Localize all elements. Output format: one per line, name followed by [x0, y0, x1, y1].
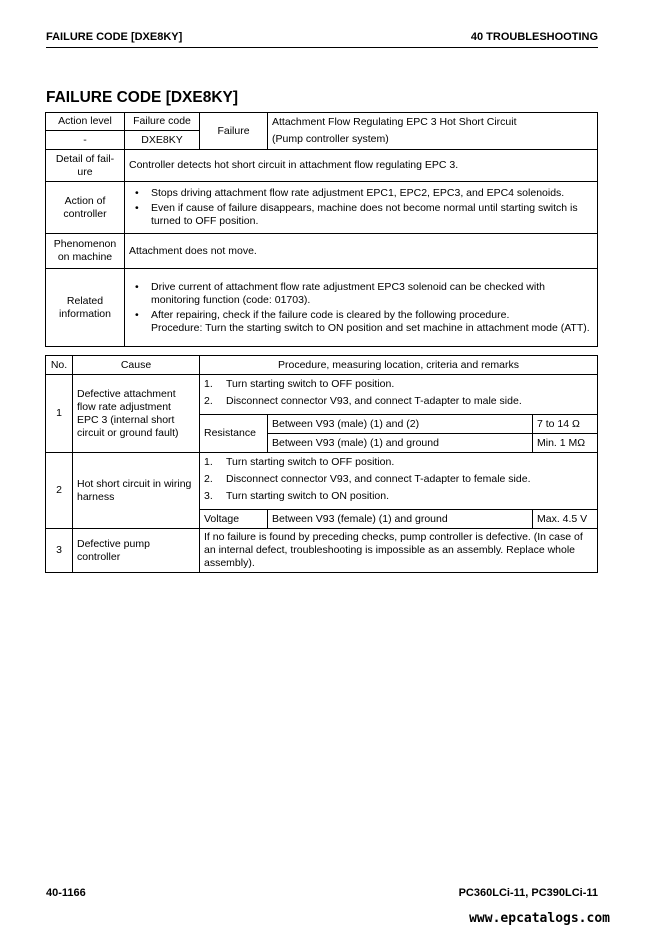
- cause-no: 1: [46, 375, 73, 453]
- page-title: FAILURE CODE [DXE8KY]: [46, 89, 239, 106]
- cause-text: Hot short circuit in wiring harness: [73, 453, 200, 529]
- col-no-header: No.: [46, 356, 73, 375]
- related-label: Related information: [46, 269, 125, 347]
- procedure-steps: [200, 375, 598, 415]
- procedure-step: 2. Disconnect connector V93, and connect T-adapter to female side.: [204, 473, 531, 485]
- check-value: 7 to 14 Ω: [533, 415, 598, 434]
- cause-no: 2: [46, 453, 73, 529]
- action-item: • Stops driving attachment flow rate adjustment EPC1, EPC2, EPC3, and EPC4 solenoids.: [129, 187, 593, 200]
- procedure-remark: If no failure is found by preceding checks, pump controller is defective. (In case of an internal defect, troubleshooting is impossible as an assembly. Replace whole assembly).: [200, 529, 598, 573]
- detail-text: Controller detects hot short circuit in attachment flow regulating EPC 3.: [125, 150, 598, 182]
- check-location: Between V93 (male) (1) and ground: [268, 434, 533, 453]
- related-cell: [125, 269, 598, 347]
- failure-code-value: DXE8KY: [125, 131, 200, 150]
- failure-title: Attachment Flow Regulating EPC 3 Hot Short Circuit: [272, 116, 517, 128]
- page-header: [46, 29, 598, 48]
- procedure-step: 2. Disconnect connector V93, and connect T-adapter to male side.: [204, 395, 522, 407]
- failure-system: (Pump controller system): [272, 133, 389, 145]
- action-label: Action of controller: [46, 182, 125, 234]
- measure-label: Resistance: [200, 415, 268, 453]
- procedure-step-list: [204, 456, 593, 503]
- header-chapter-title: 40 TROUBLESHOOTING: [470, 31, 598, 43]
- cause-table: [45, 355, 598, 573]
- procedure-steps: [200, 453, 598, 510]
- cause-no: 3: [46, 529, 73, 573]
- page-number: 40-1166: [46, 887, 86, 899]
- procedure-step: 1. Turn starting switch to OFF position.: [204, 456, 395, 468]
- watermark: www.epcatalogs.com: [469, 911, 610, 926]
- header-section-title: FAILURE CODE [DXE8KY]: [46, 31, 183, 43]
- action-level-value: -: [46, 131, 125, 150]
- col-procedure-header: Procedure, measuring location, criteria and remarks: [200, 356, 598, 375]
- failure-description: [268, 113, 598, 150]
- action-level-label: Action level: [46, 113, 125, 131]
- check-location: Between V93 (male) (1) and (2): [268, 415, 533, 434]
- failure-code-label: Failure code: [125, 113, 200, 131]
- phenomenon-text: Attachment does not move.: [125, 234, 598, 269]
- detail-label: Detail of fail-ure: [46, 150, 125, 182]
- cause-text: Defective pump controller: [73, 529, 200, 573]
- action-cell: [125, 182, 598, 234]
- action-item: • Even if cause of failure disappears, machine does not become normal until starting switch is turned to OFF position.: [129, 202, 593, 228]
- failure-info-table: [45, 112, 598, 347]
- related-item-text: • After repairing, check if the failure code is cleared by the following procedure.: [151, 308, 510, 321]
- cause-text: Defective attachment flow rate adjustment EPC 3 (internal short circuit or ground fault): [73, 375, 200, 453]
- phenomenon-label: Phenomenon on machine: [46, 234, 125, 269]
- action-list: [129, 187, 593, 228]
- related-item: • Drive current of attachment flow rate adjustment EPC3 solenoid can be checked with monitoring function (code: 01703).: [129, 281, 593, 307]
- procedure-step-list: [204, 378, 593, 408]
- related-item-procedure: Procedure: Turn the starting switch to ON position and set machine in attachment mode (ATT).: [151, 321, 590, 334]
- check-location: Between V93 (female) (1) and ground: [268, 510, 533, 529]
- related-list: [129, 281, 593, 335]
- procedure-step: 1. Turn starting switch to OFF position.: [204, 378, 395, 390]
- procedure-step: 3. Turn starting switch to ON position.: [204, 490, 390, 502]
- check-value: Min. 1 MΩ: [533, 434, 598, 453]
- failure-label: Failure: [200, 113, 268, 150]
- check-value: Max. 4.5 V: [533, 510, 598, 529]
- related-item: [129, 309, 593, 335]
- model-names: PC360LCi-11, PC390LCi-11: [458, 887, 598, 899]
- measure-label: Voltage: [200, 510, 268, 529]
- col-cause-header: Cause: [73, 356, 200, 375]
